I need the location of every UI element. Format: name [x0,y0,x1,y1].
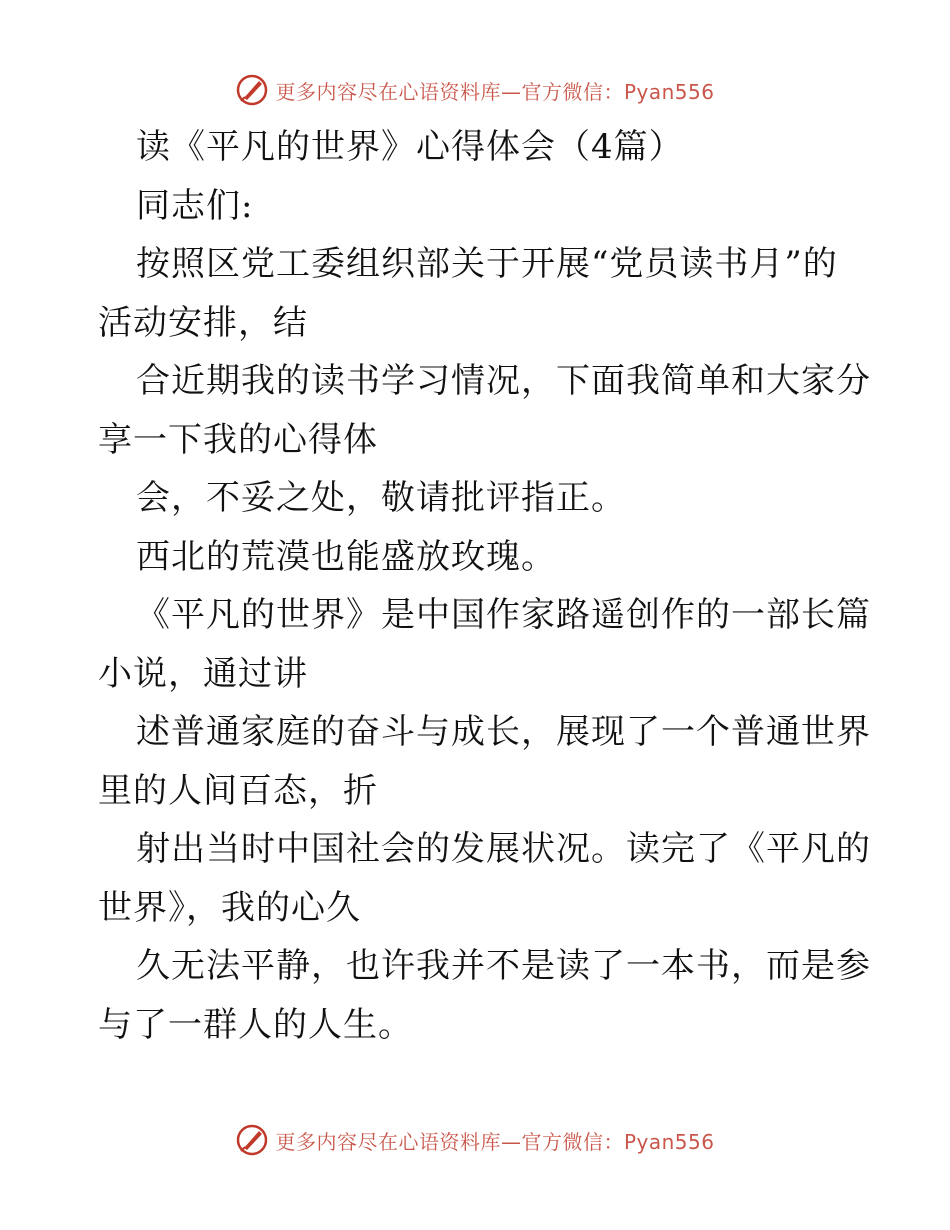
document-body [98,118,871,1054]
paragraph-line: 《平凡的世界》是中国作家路遥创作的一部长篇 [136,595,871,635]
footer-banner [0,1120,950,1160]
paragraph-line: 与了一群人的人生。 [98,1004,413,1045]
paragraph-line: 西北的荒漠也能盛放玫瑰。 [136,536,556,577]
paragraph-line: 会，不妥之处，敬请批评指正。 [136,478,626,518]
paragraph-line: 里的人间百态，折 [98,770,378,811]
quill-logo-icon [235,1123,269,1157]
paragraph-line: 活动安排，结 [98,302,308,343]
quill-logo-icon [235,73,269,107]
paragraph-line: 述普通家庭的奋斗与成长，展现了一个普通世界 [136,712,871,752]
paragraph-line: 享一下我的心得体 [98,419,378,460]
header-banner-text: 更多内容尽在心语资料库—官方微信：Pyan556 [275,79,715,104]
paragraph-line: 合近期我的读书学习情况，下面我简单和大家分 [136,361,871,401]
footer-banner-text: 更多内容尽在心语资料库—官方微信：Pyan556 [275,1129,715,1154]
paragraph-line: 射出当时中国社会的发展状况。读完了《平凡的 [136,829,871,869]
salutation: 同志们: [136,185,254,226]
document-title: 读《平凡的世界》心得体会（4篇） [136,127,684,167]
paragraph-line: 小说，通过讲 [98,653,308,694]
paragraph-line: 久无法平静，也许我并不是读了一本书，而是参 [136,946,871,986]
paragraph-line: 按照区党工委组织部关于开展“党员读书月”的 [136,244,838,284]
header-banner [0,70,950,110]
paragraph-line: 世界》，我的心久 [98,887,361,928]
